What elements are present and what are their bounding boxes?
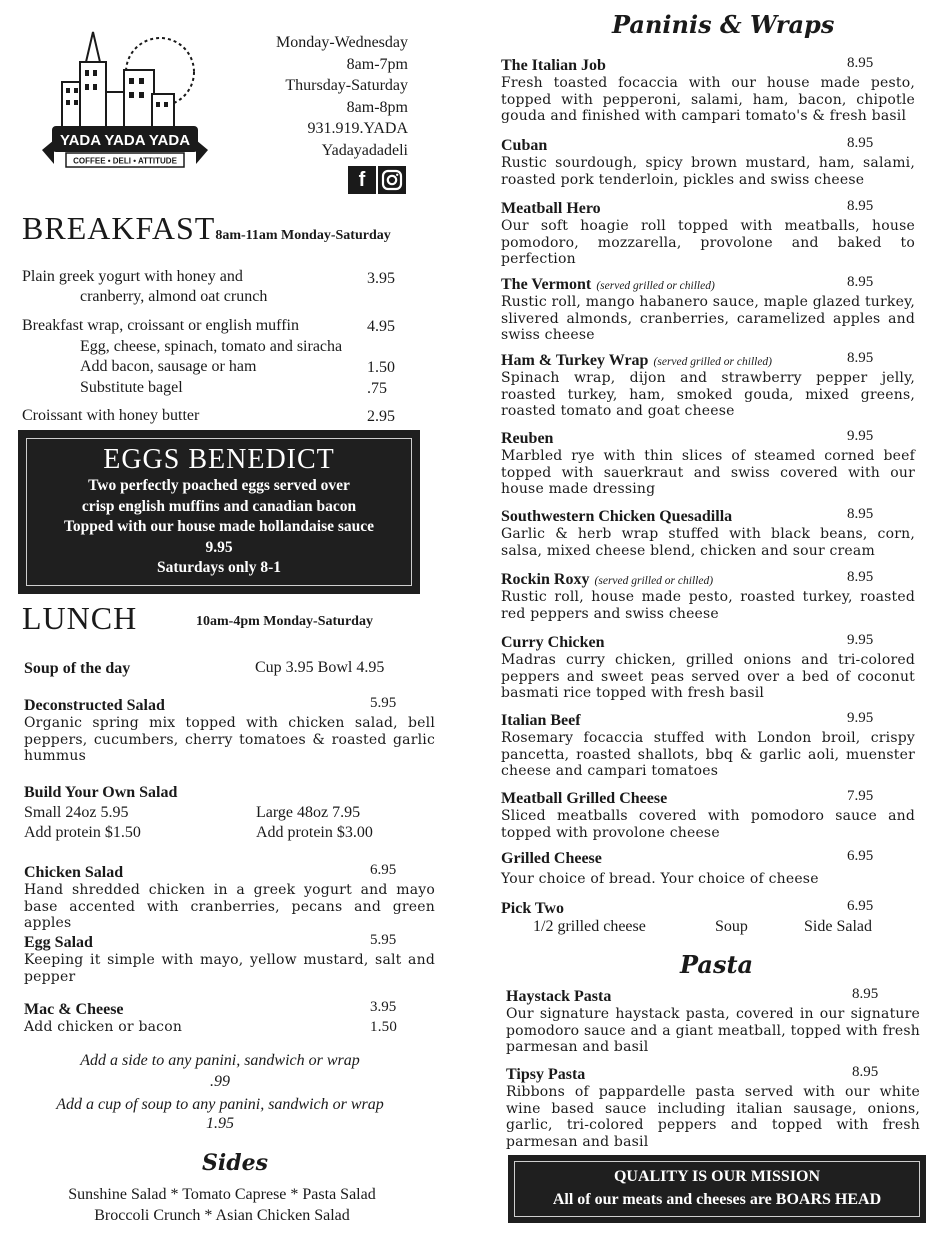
hours-line: 8am-7pm [346, 55, 408, 73]
pick-two-option: Soup [715, 918, 748, 935]
sides-title: Sides [202, 1150, 269, 1176]
pick-two-option: 1/2 grilled cheese [533, 918, 646, 935]
lunch-hours: 10am-4pm Monday-Saturday [196, 614, 373, 629]
yada-yada-yada-logo [40, 22, 210, 182]
item-description: Sliced meatballs covered with pomodoro sauce and topped with provolone cheese [501, 808, 915, 841]
item-price: 5.95 [370, 932, 397, 948]
sides-line: Sunshine Salad * Tomato Caprese * Pasta Salad [68, 1186, 376, 1203]
item-price: 8.95 [847, 55, 874, 71]
item-description: Fresh toasted focaccia with our house made pesto, topped with pepperoni, salami, ham, bacon, chipotle gouda and finished with campari tomato's & fresh basil [501, 75, 915, 124]
menu-item [501, 350, 915, 420]
breakfast-item-text: Plain greek yogurt with honey and [22, 268, 243, 285]
item-description: Keeping it simple with mayo, yellow mustard, salt and pepper [24, 952, 435, 985]
breakfast-item-price: 3.95 [367, 270, 395, 287]
item-name: Meatball Grilled Cheese [501, 790, 668, 807]
hours-line: 8am-8pm [346, 98, 408, 116]
item-description: Organic spring mix topped with chicken salad, bell peppers, cucumbers, cherry tomatoes & roasted garlic hummus [24, 715, 435, 764]
item-price: 9.95 [847, 428, 874, 444]
item-name: Meatball Hero [501, 200, 601, 217]
item-name: Reuben [501, 430, 554, 447]
item-price: 9.95 [847, 710, 874, 726]
item-name: Mac & Cheese [24, 1001, 124, 1018]
item-price: 7.95 [847, 788, 874, 804]
item-name: Grilled Cheese [501, 850, 602, 867]
eggs-benedict-box [18, 430, 420, 594]
item-description: Spinach wrap, dijon and strawberry pepper jelly, roasted turkey, ham, smoked gouda, mixed greens, roasted tomato and goat cheese [501, 370, 915, 419]
item-name: Haystack Pasta [506, 988, 612, 1005]
breakfast-item-text: cranberry, almond oat crunch [80, 288, 268, 305]
item-price: 8.95 [847, 350, 874, 366]
eggs-benedict-line: crisp english muffins and canadian bacon [81, 497, 357, 515]
soup-of-the-day: Soup of the day [24, 660, 131, 677]
item-name: Tipsy Pasta [506, 1066, 586, 1083]
item-name: Cuban [501, 137, 548, 154]
lunch-title: LUNCH [22, 600, 138, 636]
item-price: 8.95 [852, 1064, 879, 1080]
breakfast-item-price: 2.95 [367, 408, 395, 425]
item-price: 8.95 [847, 506, 874, 522]
item-description: Ribbons of pappardelle pasta served with our white wine based sauce including italian sausage, onions, garlic, tri-colored peppers and topped with fresh parmesan and basil [506, 1084, 920, 1150]
menu-item [24, 782, 435, 841]
paninis-title: Paninis & Wraps [612, 10, 835, 39]
item-name: The Italian Job [501, 57, 606, 74]
item-description: Your choice of bread. Your choice of cheese [501, 871, 819, 887]
breakfast-item-text: Egg, cheese, spinach, tomato and siracha [80, 338, 343, 355]
menu-item [24, 695, 435, 765]
item-name: Egg Salad [24, 934, 93, 951]
menu-item [24, 932, 435, 985]
eggs-benedict-title: EGGS BENEDICT [103, 444, 335, 475]
eggs-benedict-price: 9.95 [205, 538, 233, 556]
logo-tagline: COFFEE • DELI • ATTITUDE [73, 156, 177, 166]
side-note: Add a side to any panini, sandwich or wrap [80, 1052, 360, 1069]
social-icons [348, 166, 406, 194]
item-description: Rustic roll, mango habanero sauce, maple glazed turkey, slivered almonds, cranberries, caramelized apples and swiss cheese [501, 294, 915, 343]
large-protein: Add protein $3.00 [256, 824, 373, 841]
menu-item [501, 506, 915, 559]
menu-item [501, 848, 915, 888]
breakfast-item-price: .75 [367, 380, 387, 397]
item-description: Madras curry chicken, grilled onions and tri-colored peppers and sweet peas served over a bed of coconut basmati rice topped with fresh basil [501, 652, 915, 701]
item-name: Pick Two [501, 900, 564, 917]
left-column [0, 0, 440, 1239]
lunch-heading [22, 600, 137, 637]
menu-item [501, 710, 915, 780]
item-price: 8.95 [847, 198, 874, 214]
menu-item [501, 198, 915, 268]
item-name: Curry Chicken [501, 634, 605, 651]
item-description: Rustic sourdough, spicy brown mustard, ham, salami, roasted pork tenderloin, pickles and swiss cheese [501, 155, 915, 188]
soup-note-price: 1.95 [206, 1115, 234, 1132]
eggs-benedict-line: Topped with our house made hollandaise sauce [63, 518, 375, 535]
item-description [24, 1019, 435, 1036]
menu-item [501, 428, 915, 498]
menu-item [501, 274, 915, 344]
store-hours [240, 32, 408, 161]
item-name: Chicken Salad [24, 864, 124, 881]
instagram-icon[interactable] [378, 166, 406, 194]
breakfast-title: BREAKFAST [22, 210, 216, 246]
pasta-title: Pasta [680, 950, 754, 979]
item-price: 9.95 [847, 632, 874, 648]
item-note: (served grilled or chilled) [653, 356, 773, 368]
right-column [470, 0, 942, 1239]
quality-line: QUALITY IS OUR MISSION [613, 1168, 821, 1185]
item-price: 5.95 [370, 695, 397, 711]
breakfast-item-text: Breakfast wrap, croissant or english muffin [22, 317, 299, 334]
small-protein: Add protein $1.50 [24, 824, 141, 841]
eggs-benedict-line: Two perfectly poached eggs served over [88, 477, 350, 494]
item-name: Italian Beef [501, 712, 581, 729]
item-note: (served grilled or chilled) [594, 575, 714, 587]
item-price: 3.95 [370, 999, 397, 1015]
soup-note: Add a cup of soup to any panini, sandwich or wrap [56, 1096, 384, 1113]
item-name: Deconstructed Salad [24, 697, 165, 714]
mac-add-on-price: 1.50 [370, 1019, 398, 1035]
item-price: 6.95 [370, 862, 397, 878]
mac-add-on: Add chicken or bacon [24, 1019, 183, 1035]
breakfast-item-text: Add bacon, sausage or ham [80, 358, 257, 375]
item-name: Build Your Own Salad [24, 784, 178, 801]
phone-number: 931.919.YADA [307, 120, 408, 137]
item-description: Our soft hoagie roll topped with meatballs, house pomodoro, mozzarella, provolone and baked to perfection [501, 218, 915, 267]
item-price: 6.95 [847, 898, 874, 914]
logo-text: YADA YADA YADA [59, 132, 191, 149]
item-description: Hand shredded chicken in a greek yogurt and mayo base accented with cranberries, pecans and green apples [24, 882, 435, 931]
menu-item [501, 569, 915, 622]
eggs-benedict-line: Saturdays only 8-1 [156, 559, 282, 576]
item-description: Garlic & herb wrap stuffed with black beans, corn, salsa, mixed cheese blend, chicken and sour cream [501, 526, 915, 559]
pick-two-option: Side Salad [804, 918, 872, 935]
item-price: 8.95 [847, 274, 874, 290]
item-name: Ham & Turkey Wrap [501, 352, 649, 369]
item-price: 8.95 [847, 135, 874, 151]
quality-banner [508, 1155, 926, 1223]
breakfast-item-text: Croissant with honey butter [22, 407, 200, 424]
hours-line: Thursday-Saturday [285, 77, 408, 94]
breakfast-item-text: Substitute bagel [80, 379, 183, 396]
item-description: Marbled rye with thin slices of steamed corned beef topped with sauerkraut and swiss covered with our house made dressing [501, 448, 915, 497]
item-name: Southwestern Chicken Quesadilla [501, 508, 733, 525]
item-price: 8.95 [852, 986, 879, 1002]
item-price: 8.95 [847, 569, 874, 585]
facebook-icon[interactable]: f [348, 166, 376, 194]
social-handle: Yadayadadeli [321, 141, 408, 159]
menu-item [506, 1064, 920, 1150]
soup-price: Cup 3.95 Bowl 4.95 [255, 659, 385, 676]
menu-item [24, 862, 435, 932]
item-price: 6.95 [847, 848, 874, 864]
item-description: Our signature haystack pasta, covered in our signature pomodoro sauce and a giant meatball, topped with fresh parmesan and basil [506, 1006, 920, 1055]
menu-item [501, 632, 915, 702]
menu-item [501, 788, 915, 841]
item-description: Rustic roll, house made pesto, roasted turkey, roasted red peppers and swiss cheese [501, 589, 915, 622]
item-description: Rosemary focaccia stuffed with London broil, crispy pancetta, roasted shallots, bbq & garlic aoli, muenster cheese and campari tomatoes [501, 730, 915, 779]
breakfast-hours: 8am-11am Monday-Saturday [215, 228, 391, 243]
sides-line: Broccoli Crunch * Asian Chicken Salad [94, 1207, 350, 1224]
quality-line: All of our meats and cheeses are BOARS HEAD [552, 1191, 882, 1208]
breakfast-item-price: 4.95 [367, 318, 395, 335]
side-note-price: .99 [210, 1073, 230, 1090]
menu-item [24, 999, 435, 1036]
menu-item [501, 898, 915, 935]
hours-line: Monday-Wednesday [275, 34, 408, 51]
menu-item [506, 986, 920, 1056]
small-salad: Small 24oz 5.95 [24, 804, 129, 821]
item-note: (served grilled or chilled) [596, 280, 715, 292]
breakfast-heading [22, 210, 391, 247]
large-salad: Large 48oz 7.95 [256, 804, 361, 821]
menu-item [501, 55, 915, 125]
menu-item [501, 135, 915, 188]
breakfast-item-price: 1.50 [367, 359, 395, 376]
item-name: The Vermont [501, 276, 592, 293]
item-name: Rockin Roxy [501, 571, 590, 588]
